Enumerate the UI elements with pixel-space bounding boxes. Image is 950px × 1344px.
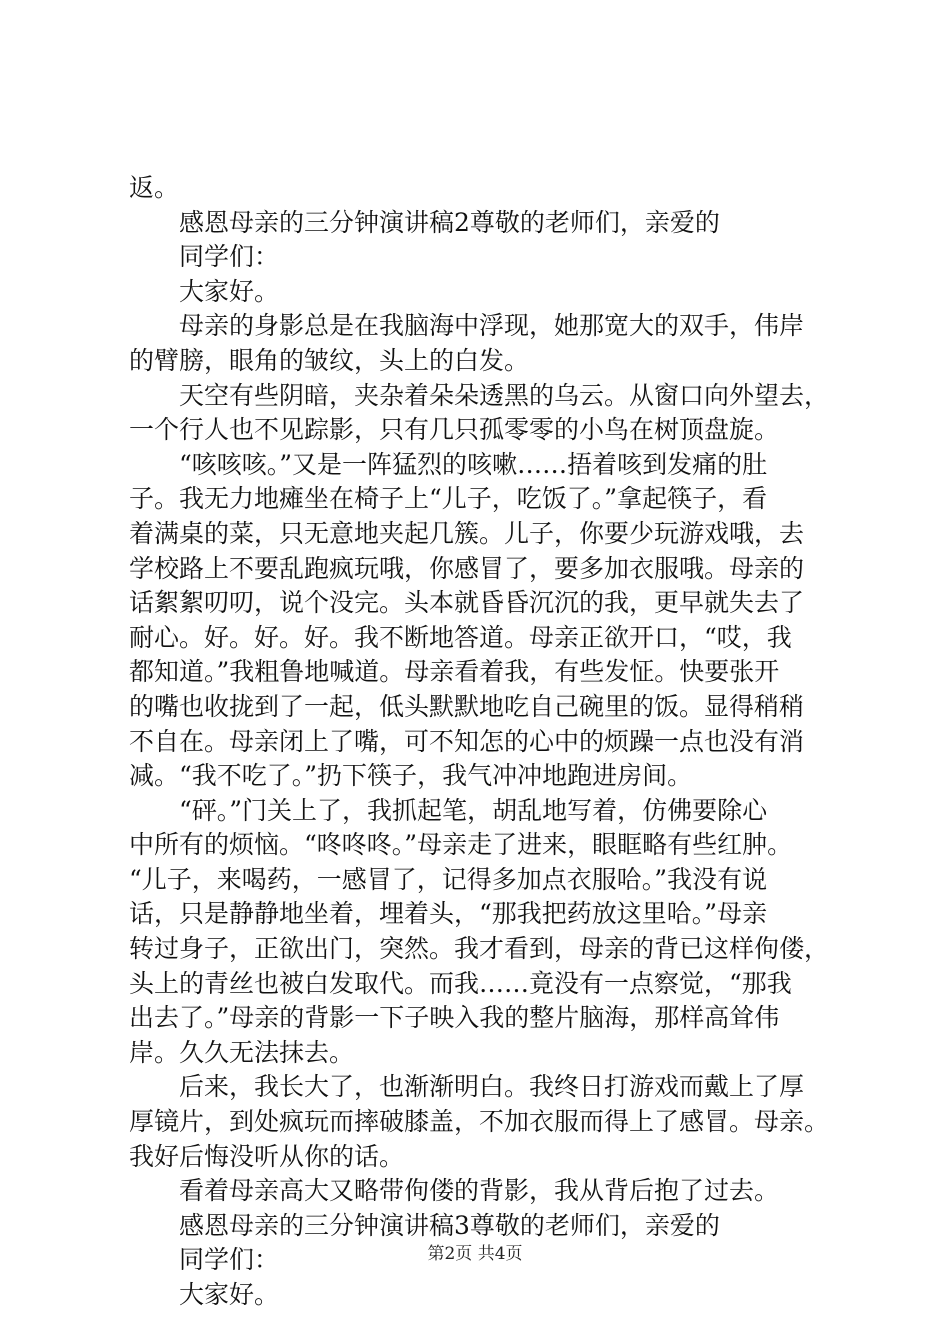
text-line: 同学们： [179,242,280,272]
text-line: 子。我无力地瘫坐在椅子上“儿子，吃饭了。”拿起筷子，看 [129,484,768,514]
text-line: 中所有的烦恼。“咚咚咚。”母亲走了进来，眼眶略有些红肿。 [129,830,793,860]
text-line: 后来，我长大了，也渐渐明白。我终日打游戏而戴上了厚 [179,1072,805,1102]
text-line: 看着母亲高大又略带佝偻的背影，我从背后抱了过去。 [179,1176,780,1206]
text-line: 感恩母亲的三分钟演讲稿3尊敬的老师们，亲爱的 [179,1210,720,1240]
text-line: 大家好。 [179,276,280,306]
text-line: 话絮絮叨叨，说个没完。头本就昏昏沉沉的我，更早就失去了 [129,588,805,618]
text-line: 厚镜片，到处疯玩而摔破膝盖，不加衣服而得上了感冒。母亲。 [129,1107,830,1137]
text-line: 的嘴也收拢到了一起，低头默默地吃自己碗里的饭。显得稍稍 [129,691,805,721]
text-line: 母亲的身影总是在我脑海中浮现，她那宽大的双手，伟岸 [179,311,805,341]
text-line: 耐心。好。好。好。我不断地答道。母亲正欲开口，“哎，我 [129,622,792,652]
text-line: “儿子，来喝药，一感冒了，记得多加点衣服哈。”我没有说 [129,864,768,894]
text-line: 我好后悔没听从你的话。 [129,1141,405,1171]
text-line: 减。“我不吃了。”扔下筷子，我气冲冲地跑进房间。 [129,761,693,791]
text-line: 一个行人也不见踪影，只有几只孤零零的小鸟在树顶盘旋。 [129,415,780,445]
text-line: 转过身子，正欲出门，突然。我才看到，母亲的背已这样佝偻， [129,934,830,964]
text-line: 头上的青丝也被白发取代。而我……竟没有一点察觉，“那我 [129,968,792,998]
text-line: 返。 [129,173,180,202]
text-line: 出去了。”母亲的背影一下子映入我的整片脑海，那样高耸伟 [129,1003,780,1033]
page-footer: 第2页 共4页 [427,1244,523,1264]
text-line: 岸。久久无法抹去。 [129,1037,355,1067]
text-line: “咳咳咳。”又是一阵猛烈的咳嗽……捂着咳到发痛的肚 [179,449,768,479]
text-line: 大家好。 [179,1280,280,1309]
text-line: 学校路上不要乱跑疯玩哦，你感冒了，要多加衣服哦。母亲的 [129,553,805,583]
text-line: 话，只是静静地坐着，埋着头，“那我把药放这里哈。”母亲 [129,899,768,929]
text-line: “砰。”门关上了，我抓起笔，胡乱地写着，仿佛要除心 [179,795,768,825]
text-line: 感恩母亲的三分钟演讲稿2尊敬的老师们，亲爱的 [179,207,720,237]
text-line: 都知道。”我粗鲁地喊道。母亲看着我，有些发怔。快要张开 [129,657,780,687]
text-line: 同学们： [179,1245,280,1275]
text-line: 不自在。母亲闭上了嘴，可不知怎的心中的烦躁一点也没有消 [129,726,805,756]
text-line: 的臂膀，眼角的皱纹，头上的白发。 [129,345,530,375]
text-line: 天空有些阴暗，夹杂着朵朵透黑的乌云。从窗口向外望去， [179,380,830,410]
text-line: 着满桌的菜，只无意地夹起几簇。儿子，你要少玩游戏哦，去 [129,518,805,548]
document-body [129,171,851,1313]
